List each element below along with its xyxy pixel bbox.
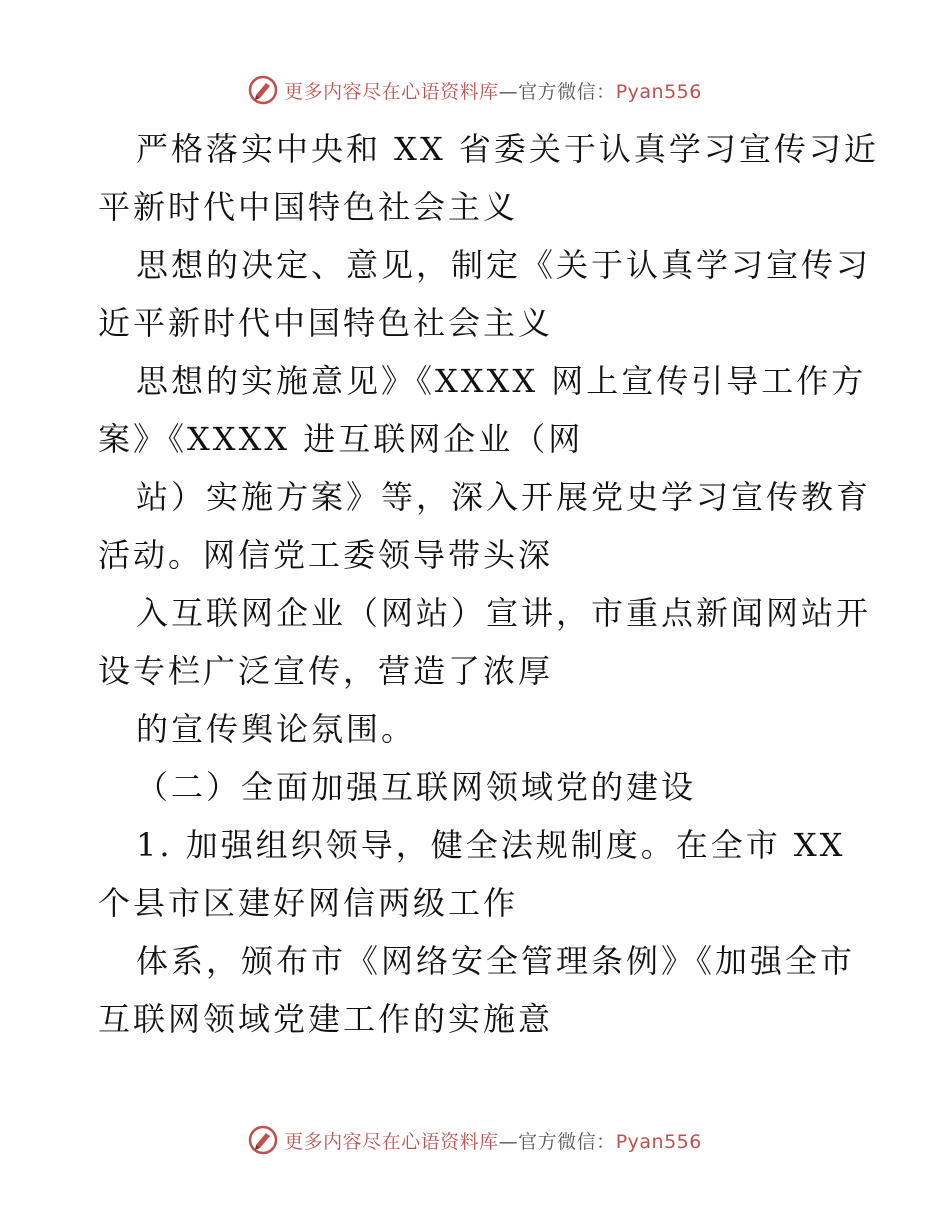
watermark-wechat-label: 官方微信： xyxy=(518,80,616,103)
text-line: 互联网领域党建工作的实施意 xyxy=(98,1000,554,1038)
watermark-site-text: 更多内容尽在心语资料库 xyxy=(284,80,499,103)
text-line: 的宣传舆论氛围。 xyxy=(136,710,417,748)
text-line: 思想的实施意见》《XXXX 网上宣传引导工作方 xyxy=(136,362,867,400)
watermark-dash: — xyxy=(498,80,519,103)
text-line: 思想的决定、意见，制定《关于认真学习宣传习 xyxy=(136,246,872,284)
text-line: 平新时代中国特色社会主义 xyxy=(98,188,519,226)
watermark-logo-icon xyxy=(248,75,278,105)
watermark-wechat-id: Pyan556 xyxy=(615,1130,702,1153)
watermark-site-text: 更多内容尽在心语资料库 xyxy=(284,1130,499,1153)
text-line: 设专栏广泛宣传，营造了浓厚 xyxy=(98,652,554,690)
text-line: 体系，颁布市《网络安全管理条例》《加强全市 xyxy=(136,942,856,980)
text-line: 活动。网信党工委领导带头深 xyxy=(98,536,554,574)
text-line: （二）全面加强互联网领域党的建设 xyxy=(136,768,697,806)
text-line: 个县市区建好网信两级工作 xyxy=(98,884,519,922)
watermark-dash: — xyxy=(498,1130,519,1153)
text-line: 1. 加强组织领导，健全法规制度。在全市 XX xyxy=(136,826,846,864)
text-line: 案》《XXXX 进互联网企业（网 xyxy=(98,420,584,458)
watermark-wechat-id: Pyan556 xyxy=(615,80,702,103)
header-watermark xyxy=(0,72,950,108)
watermark-text xyxy=(284,77,702,104)
text-line: 严格落实中央和 XX 省委关于认真学习宣传习近 xyxy=(136,130,879,168)
watermark-logo-icon xyxy=(248,1125,278,1155)
text-line: 站）实施方案》等，深入开展党史学习宣传教育 xyxy=(136,478,872,516)
text-line: 入互联网企业（网站）宣讲，市重点新闻网站开 xyxy=(136,594,872,632)
document-body xyxy=(98,120,879,1048)
text-line: 近平新时代中国特色社会主义 xyxy=(98,304,554,342)
watermark-wechat-label: 官方微信： xyxy=(518,1130,616,1153)
watermark-text xyxy=(284,1127,702,1154)
footer-watermark xyxy=(0,1122,950,1158)
